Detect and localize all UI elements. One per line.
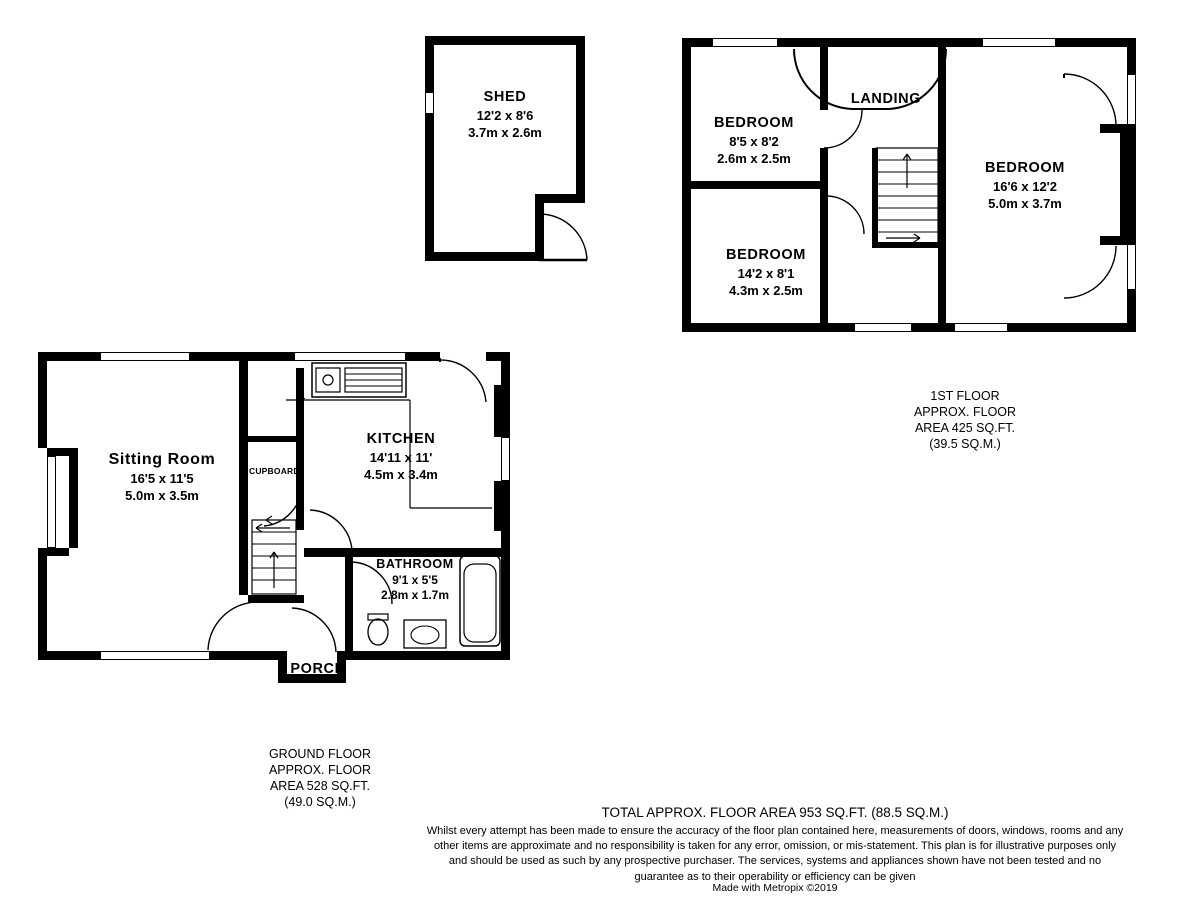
gf-room-2-dim-imperial: 9'1 x 5'5	[392, 572, 438, 587]
ff-wall-top-mid	[778, 38, 982, 47]
ff-wall-bottom-right	[1008, 323, 1136, 332]
ff-partition-bed1-bottom	[691, 181, 821, 189]
disclaimer-text: Whilst every attempt has been made to ensure the accuracy of the floor plan contained here, measurements of doors, windows, rooms and any other items are approximate and no responsibility is taken for any error, omission, or mis-statement. This plan is for illustrative purposes only and should be used as such by any prospective purchaser. The services, systems and appliances shown have not been tested and no guarantee as to their operability or efficiency can be given	[426, 825, 1124, 883]
ff-info-line4: (39.5 SQ.M.)	[929, 437, 1001, 451]
gf-room-0-dim-metric: 5.0m x 3.5m	[125, 488, 199, 504]
total-area-text: TOTAL APPROX. FLOOR AREA 953 SQ.FT. (88.5 SQ.M.)	[601, 805, 949, 820]
ff-wall-right-upper	[1127, 38, 1136, 74]
ff-wall-left	[682, 38, 691, 332]
gf-door-sitting-room	[206, 600, 258, 652]
gf-wall-top-right	[406, 352, 440, 361]
ff-room-1-dim-metric: 4.3m x 2.5m	[729, 283, 803, 299]
first-floor-info	[845, 388, 1085, 452]
shed-dim-metric: 3.7m x 2.6m	[468, 125, 542, 141]
gf-room-2-name: BATHROOM	[376, 557, 454, 571]
ff-wall-bottom-left	[682, 323, 854, 332]
gf-room-0-name: Sitting Room	[108, 451, 216, 468]
gf-partition-sitting-right	[239, 361, 248, 557]
ff-info-line1: 1ST FLOOR	[930, 389, 1000, 403]
ground-floor-info	[200, 746, 440, 810]
ff-room-0-name: BEDROOM	[714, 115, 794, 131]
gf-wall-left-upper	[38, 352, 47, 448]
gf-info-line3: AREA 528 SQ.FT.	[269, 779, 371, 793]
gf-staircase	[252, 520, 298, 596]
gf-info-line1: GROUND FLOOR	[268, 747, 372, 761]
ff-window-bottom-1	[854, 323, 912, 332]
gf-wall-top-left	[38, 352, 100, 361]
ff-info-line3: AREA 425 SQ.FT.	[914, 421, 1016, 435]
gf-room-1-dim-imperial: 14'11 x 11'	[369, 450, 433, 466]
gf-kitchen-sink	[312, 363, 408, 399]
ff-room-label-2	[955, 159, 1095, 212]
ff-door-bed2	[824, 192, 866, 236]
ff-room-0-dim-metric: 2.6m x 2.5m	[717, 151, 791, 167]
ff-room-label-1	[700, 246, 832, 299]
gf-room-1-dim-metric: 4.5m x 3.4m	[364, 467, 438, 483]
shed-wall-top	[425, 36, 585, 45]
credit-text: Made with Metropix ©2019	[712, 882, 838, 894]
gf-wall-bay-top	[47, 448, 69, 456]
gf-wall-bay-left	[69, 448, 78, 548]
gf-room-2-dim-metric: 2.8m x 1.7m	[380, 588, 450, 603]
ff-partition-bed1-right2	[820, 148, 828, 196]
shed-wall-left	[425, 36, 434, 261]
ff-wall-right-lower	[1127, 290, 1136, 332]
ff-landing-label	[836, 90, 936, 109]
gf-wall-bay-bottom	[47, 548, 69, 556]
ff-room-2-dim-metric: 5.0m x 3.7m	[988, 196, 1062, 212]
shed-name: SHED	[483, 89, 527, 105]
gf-wall-bottom-left	[38, 651, 100, 660]
gf-info-line2: APPROX. FLOOR	[268, 763, 372, 777]
ff-wall-top-right	[1056, 38, 1136, 47]
gf-wall-bottom-mid	[210, 651, 278, 660]
gf-window-bay	[47, 456, 56, 548]
ff-door-bed3	[1060, 72, 1118, 128]
gf-cupboard-label: CUPBOARD	[249, 466, 300, 476]
gf-porch-name: PORCH	[290, 661, 346, 677]
ff-wall-bottom-mid	[912, 323, 954, 332]
ff-window-top-2	[982, 38, 1056, 47]
ff-room-2-name: BEDROOM	[985, 160, 1065, 176]
ff-room-label-0	[688, 114, 820, 167]
ff-staircase	[876, 148, 940, 248]
gf-info-line4: (49.0 SQ.M.)	[284, 795, 356, 809]
gf-wall-top-mid	[190, 352, 294, 361]
ff-wall-right-bay	[1120, 132, 1136, 236]
gf-door-porch	[286, 606, 338, 654]
gf-room-0-dim-imperial: 16'5 x 11'5	[130, 471, 194, 487]
ff-window-bottom-2	[954, 323, 1008, 332]
gf-wall-bottom-right	[346, 651, 510, 660]
gf-window-top-1	[100, 352, 190, 361]
ff-room-0-dim-imperial: 8'5 x 8'2	[729, 134, 779, 150]
gf-room-label-1	[331, 430, 471, 483]
shed-door-swing	[535, 196, 595, 262]
ff-room-2-dim-imperial: 16'6 x 12'2	[992, 179, 1058, 195]
ff-window-top-1	[712, 38, 778, 47]
gf-room-1-name: KITCHEN	[366, 431, 436, 447]
ff-info-line2: APPROX. FLOOR	[913, 405, 1017, 419]
gf-door-kitchen-external	[438, 356, 492, 404]
gf-room-label-0	[88, 449, 236, 504]
ff-landing-name: LANDING	[850, 91, 922, 107]
gf-basin	[404, 620, 448, 650]
gf-partition-sitting-right2	[239, 557, 248, 595]
shed-label	[430, 88, 580, 141]
gf-door-kitchen-hall	[306, 508, 354, 552]
shed-dim-imperial: 12'2 x 8'6	[476, 108, 534, 124]
gf-room-label-2	[353, 556, 477, 604]
ff-room-1-name: BEDROOM	[726, 247, 806, 263]
gf-window-top-2	[294, 352, 406, 361]
gf-toilet	[365, 614, 391, 648]
gf-porch-label	[283, 660, 353, 679]
shed-wall-bottom	[425, 252, 535, 261]
ff-door-bed1	[822, 108, 862, 152]
ff-door-bed3-lower	[1060, 244, 1118, 300]
gf-window-bottom-1	[100, 651, 210, 660]
gf-wall-right-top	[501, 361, 510, 385]
gf-wall-left-lower	[38, 548, 47, 660]
ff-room-1-dim-imperial: 14'2 x 8'1	[737, 266, 795, 282]
